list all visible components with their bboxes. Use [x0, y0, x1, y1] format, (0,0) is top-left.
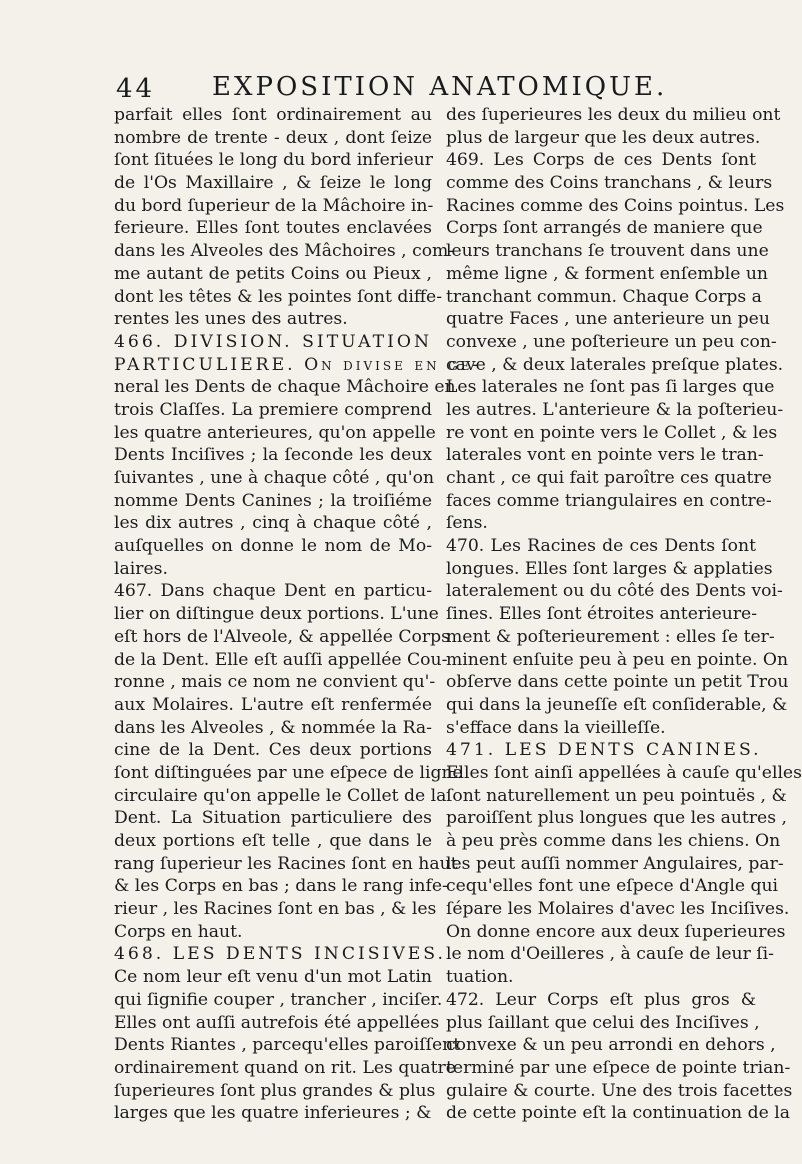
text-line: ſens.: [446, 513, 488, 534]
text-line: ſuperieures ſont plus grandes & plus: [114, 1080, 436, 1101]
text-line: ſont diſtinguées par une eſpece de ligne: [114, 762, 463, 783]
text-line: & les Corps en bas ; dans le rang infe-: [114, 876, 448, 897]
text-line: cine de la Dent. Ces deux portions: [114, 740, 432, 761]
text-line: 466. DIVISION. SITUATION: [114, 331, 432, 352]
text-line: ferieure. Elles ſont toutes enclavées: [114, 218, 432, 239]
text-line: terminé par une eſpece de pointe trian-: [446, 1057, 791, 1078]
text-line: les peut auſſi nommer Angulaires, par-: [446, 853, 784, 874]
text-line: laires.: [114, 558, 168, 579]
text-line: chant , ce qui fait paroître ces quatre: [446, 468, 772, 488]
text-line: convexe & un peu arrondi en dehors ,: [446, 1035, 776, 1056]
text-line: nombre de trente - deux , dont ſeize: [114, 127, 432, 148]
text-line: Ce nom leur eſt venu d'un mot Latin: [114, 967, 432, 988]
text-line: eſt hors de l'Alveole, & appellée Corps: [114, 626, 450, 647]
text-line: convexe , une poſterieure un peu con-: [446, 331, 777, 352]
text-line: minent enſuite peu à peu en pointe. On: [446, 649, 789, 670]
text-line: rieur , les Racines ſont en bas , & les: [114, 899, 437, 920]
text-line: 469. Les Corps de ces Dents ſont: [446, 150, 756, 171]
text-line: PARTICULIERE. On diviſe en ge-: [114, 354, 482, 375]
text-line: ſuivantes , une à chaque côté , qu'on: [114, 468, 435, 488]
right-text-column: [446, 104, 802, 1125]
text-line: trois Claſſes. La premiere comprend: [114, 399, 432, 420]
text-line: de la Dent. Elle eſt auſſi appellée Cou-: [114, 649, 448, 670]
text-line: Dent. La Situation particuliere des: [114, 808, 432, 829]
text-line: Elles ſont ainſi appellées à cauſe qu'elles: [446, 762, 802, 783]
page-number: 44: [116, 74, 156, 104]
text-line: dont les têtes & les pointes ſont diffe-: [114, 286, 443, 307]
text-line: rang ſuperieur les Racines ſont en haut: [114, 853, 458, 874]
text-line: laterales vont en pointe vers le tran-: [446, 445, 764, 466]
text-line: lier on diſtingue deux portions. L'une: [114, 604, 439, 625]
text-line: cave , & deux laterales preſque plates.: [446, 354, 784, 375]
text-line: quatre Faces , une anterieure un peu: [446, 309, 770, 330]
text-line: auſquelles on donne le nom de Mo-: [114, 536, 432, 557]
text-line: qui dans la jeuneſſe eſt conſiderable, &: [446, 694, 788, 715]
text-line: leurs tranchans ſe trouvent dans une: [446, 241, 769, 262]
text-line: ſont ſituées le long du bord inferieur: [114, 150, 433, 171]
text-line: 472. Leur Corps eſt plus gros &: [446, 989, 756, 1010]
text-line: ſines. Elles ſont étroites anterieure-: [446, 604, 758, 625]
text-line: longues. Elles ſont larges & applaties: [446, 558, 773, 579]
text-line: paroiſſent plus longues que les autres ,: [446, 808, 787, 829]
text-line: Racines comme des Coins pointus. Les: [446, 195, 785, 216]
text-line: me autant de petits Coins ou Pieux ,: [114, 263, 432, 284]
text-line: cequ'elles font une eſpece d'Angle qui: [446, 876, 779, 897]
text-line: deux portions eſt telle , que dans le: [114, 831, 432, 851]
text-line: comme des Coins tranchans , & leurs: [446, 173, 773, 194]
text-line: ment & poſterieurement : elles ſe ter-: [446, 626, 775, 647]
text-line: même ligne , & forment enſemble un: [446, 263, 768, 284]
text-line: ſont naturellement un peu pointuës , &: [446, 785, 787, 806]
running-header: [116, 72, 676, 106]
text-line: re vont en pointe vers le Collet , & les: [446, 422, 778, 443]
text-line: le nom d'Oeilleres , à cauſe de leur ſi-: [446, 944, 774, 965]
text-line: gulaire & courte. Une des trois facettes: [446, 1080, 793, 1101]
text-line: Corps ſont arrangés de maniere que: [446, 218, 763, 239]
text-line: Elles ont auſſi autrefois été appellées: [114, 1012, 440, 1033]
text-line: larges que les quatre inferieures ; &: [114, 1103, 432, 1124]
text-line: 471. LES DENTS CANINES.: [446, 740, 762, 761]
text-line: les quatre anterieures, qu'on appelle: [114, 422, 436, 443]
text-line: Les laterales ne ſont pas ſi larges que: [446, 377, 775, 398]
text-line: neral les Dents de chaque Mâchoire en: [114, 377, 456, 398]
text-line: plus ſaillant que celui des Inciſives ,: [446, 1012, 760, 1033]
text-line: Dents Riantes , parcequ'elles paroiſſent: [114, 1035, 461, 1056]
text-line: parfait elles ſont ordinairement au: [114, 105, 432, 125]
text-line: des ſuperieures les deux du milieu ont: [446, 105, 781, 125]
text-line: les dix autres , cinq à chaque côté ,: [114, 513, 432, 534]
text-line: tuation.: [446, 967, 514, 988]
text-line: Corps en haut.: [114, 921, 243, 942]
text-line: dans les Alveoles des Mâchoires , com-: [114, 241, 455, 262]
text-line: de cette pointe eſt la continuation de la: [446, 1103, 790, 1124]
text-line: On donne encore aux deux ſuperieures: [446, 921, 786, 942]
text-line: 467. Dans chaque Dent en particu-: [114, 581, 432, 602]
text-line: s'efface dans la vieilleſſe.: [446, 717, 666, 738]
text-line: circulaire qu'on appelle le Collet de la: [114, 785, 447, 806]
text-line: 468. LES DENTS INCISIVES.: [114, 944, 446, 965]
running-title: EXPOSITION ANATOMIQUE.: [212, 72, 668, 102]
text-line: nomme Dents Canines ; la troiſiéme: [114, 490, 432, 511]
text-line: du bord ſuperieur de la Mâchoire in-: [114, 195, 434, 216]
text-line: à peu près comme dans les chiens. On: [446, 831, 781, 851]
text-line: plus de largeur que les deux autres.: [446, 127, 761, 148]
text-line: tranchant commun. Chaque Corps a: [446, 286, 762, 307]
text-line: ſépare les Molaires d'avec les Inciſives.: [446, 899, 790, 920]
text-line: Dents Inciſives ; la ſeconde les deux: [114, 445, 432, 466]
text-line: ronne , mais ce nom ne convient qu'-: [114, 672, 436, 693]
text-line: obſerve dans cette pointe un petit Trou: [446, 672, 789, 693]
text-line: 470. Les Racines de ces Dents ſont: [446, 536, 756, 557]
text-line: rentes les unes des autres.: [114, 309, 348, 330]
text-line: ordinairement quand on rit. Les quatre: [114, 1057, 456, 1078]
text-line: lateralement ou du côté des Dents voi-: [446, 581, 783, 602]
text-line: les autres. L'anterieure & la poſterieu-: [446, 399, 784, 420]
text-line: qui ſignifie couper , trancher , inciſer.: [114, 989, 443, 1010]
text-line: dans les Alveoles , & nommée la Ra-: [114, 717, 432, 738]
text-line: faces comme triangulaires en contre-: [446, 490, 772, 511]
text-line: de l'Os Maxillaire , & ſeize le long: [114, 173, 432, 194]
text-line: aux Molaires. L'autre eſt renfermée: [114, 694, 432, 715]
